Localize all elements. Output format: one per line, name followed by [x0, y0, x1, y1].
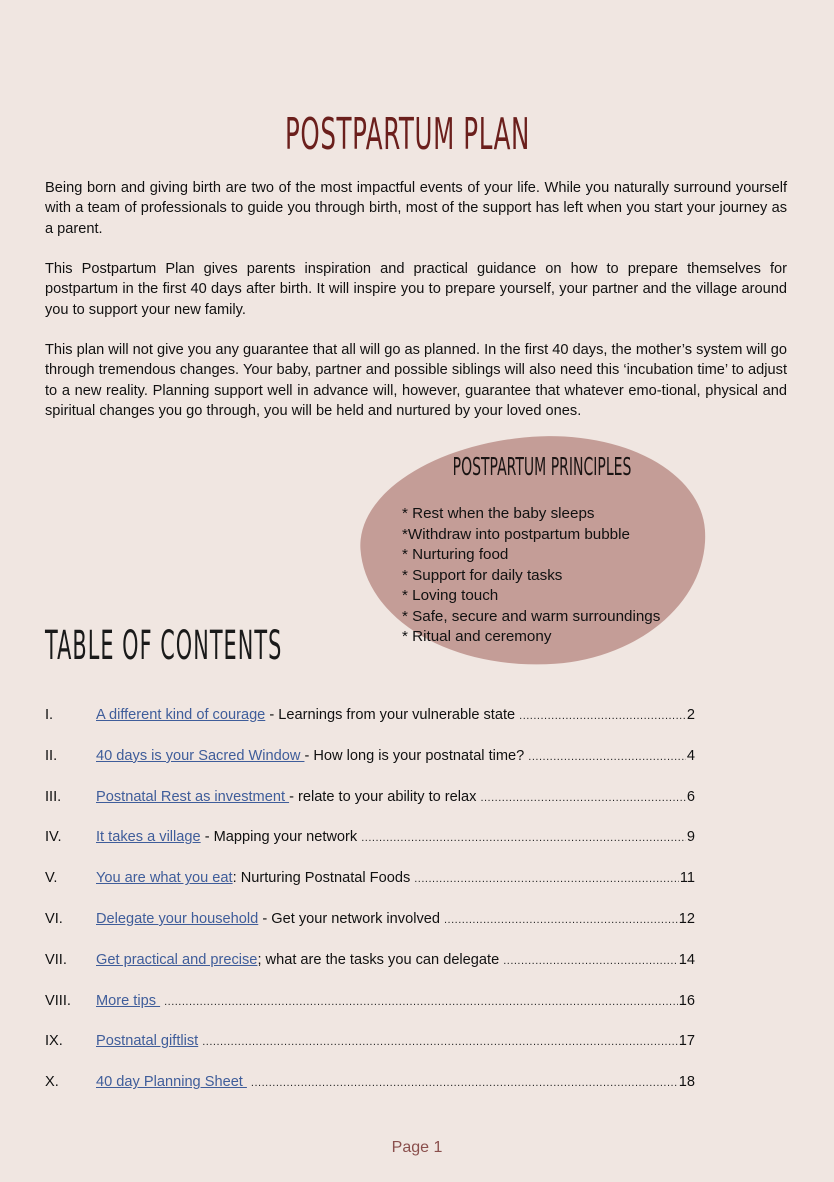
toc-number: V. — [45, 870, 58, 887]
toc-link[interactable]: 40 day Planning Sheet — [96, 1074, 247, 1091]
toc-number: X. — [45, 1074, 59, 1091]
toc-link[interactable]: Postnatal Rest as investment — [96, 788, 290, 805]
toc-entry — [45, 952, 695, 993]
toc-link[interactable]: More tips — [96, 992, 161, 1009]
principle-item: * Rest when the baby sleeps — [402, 505, 595, 522]
toc-description: ; what are the tasks you can delegate — [257, 951, 500, 968]
toc-page-number: 4 — [686, 747, 695, 764]
toc-link[interactable]: A different kind of courage — [96, 707, 266, 723]
toc-entry — [45, 993, 695, 1034]
principle-item: * Ritual and ceremony — [402, 628, 552, 645]
toc-number: I. — [45, 707, 54, 723]
toc-entry — [45, 829, 695, 870]
principle-item: * Support for daily tasks — [402, 566, 563, 584]
toc-page-number: 18 — [678, 1074, 695, 1091]
toc-title: TABLE OF CONTENTS — [45, 623, 283, 669]
toc-link[interactable]: It takes a village — [96, 829, 201, 846]
toc-number: IX. — [45, 1033, 63, 1050]
toc-link[interactable]: You are what you eat — [96, 870, 233, 887]
toc-description: : Nurturing Postnatal Foods — [232, 870, 411, 887]
toc-number: II. — [45, 747, 58, 764]
toc-link[interactable]: 40 days is your Sacred Window — [96, 747, 305, 764]
toc-page-number: 2 — [686, 707, 695, 723]
toc-page-number: 11 — [679, 870, 695, 887]
principles-title: POSTPARTUM PRINCIPLES — [452, 452, 632, 481]
toc-leader-dots — [251, 1074, 678, 1090]
toc-page-number: 14 — [678, 951, 695, 968]
intro-paragraph-1: Being born and giving birth are two of the most impactful events of your life. While you naturally surround yourself with a team of professionals to guide you through birth, most of the support has left when you start your journey as a parent. — [45, 180, 787, 237]
toc-description: - Get your network involved — [258, 910, 440, 927]
toc-leader-dots — [503, 952, 678, 968]
toc-page-number: 6 — [686, 788, 695, 805]
toc-description: - How long is your postnatal time? — [304, 747, 525, 764]
toc-leader-dots — [480, 789, 685, 805]
toc-link[interactable]: Postnatal giftlist — [96, 1033, 199, 1050]
toc-number: VI. — [45, 910, 63, 927]
toc-number: III. — [45, 788, 62, 805]
toc-leader-dots — [519, 707, 686, 723]
table-of-contents — [45, 707, 695, 1115]
toc-entry — [45, 870, 695, 911]
principle-item: * Nurturing food — [402, 546, 509, 563]
page-number-footer: Page 1 — [391, 1139, 443, 1156]
toc-entry — [45, 789, 695, 830]
principle-item: *Withdraw into postpartum bubble — [402, 525, 630, 543]
page-title: POSTPARTUM PLAN — [284, 109, 531, 161]
toc-number: VII. — [45, 951, 67, 968]
toc-link[interactable]: Get practical and precise — [96, 951, 258, 968]
toc-entry — [45, 748, 695, 789]
principles-list — [402, 504, 660, 648]
toc-leader-dots — [361, 829, 686, 845]
toc-leader-dots — [164, 993, 678, 1009]
toc-page-number: 16 — [678, 992, 695, 1009]
toc-link[interactable]: Delegate your household — [96, 910, 259, 927]
toc-description: - Mapping your network — [200, 829, 358, 846]
toc-entry — [45, 1033, 695, 1074]
toc-number: IV. — [45, 829, 62, 846]
toc-leader-dots — [414, 870, 679, 886]
principle-item: * Loving touch — [402, 587, 499, 604]
toc-leader-dots — [202, 1033, 678, 1049]
intro-paragraph-3: This plan will not give you any guarantee that all will go as planned. In the first 40 days, the mother’s system will go through tremendous changes. Your baby, partner and possible siblings will also need this ‘incubation time’ to adjust to a new reality. Planning support well in advance will, however, guarantee that whatever emo-tional, physical and spiritual changes you go through, you will be held and nurtured by your loved ones. — [45, 342, 787, 419]
toc-page-number: 17 — [678, 1033, 695, 1050]
toc-page-number: 9 — [686, 829, 695, 846]
toc-entry — [45, 911, 695, 952]
toc-description: - Learnings from your vulnerable state — [265, 707, 516, 723]
toc-leader-dots — [528, 748, 686, 764]
intro-paragraph-2: This Postpartum Plan gives parents inspiration and practical guidance on how to prepare themselves for postpartum in the first 40 days after birth. It will inspire you to prepare yourself, your partner and the village around you to support your new family. — [45, 261, 787, 318]
principle-item: * Safe, secure and warm surroundings — [402, 607, 661, 625]
toc-entry — [45, 1074, 695, 1115]
toc-description: - relate to your ability to relax — [289, 788, 477, 805]
toc-page-number: 12 — [678, 910, 695, 927]
toc-leader-dots — [444, 911, 678, 927]
toc-entry — [45, 707, 695, 748]
toc-number: VIII. — [45, 992, 71, 1009]
